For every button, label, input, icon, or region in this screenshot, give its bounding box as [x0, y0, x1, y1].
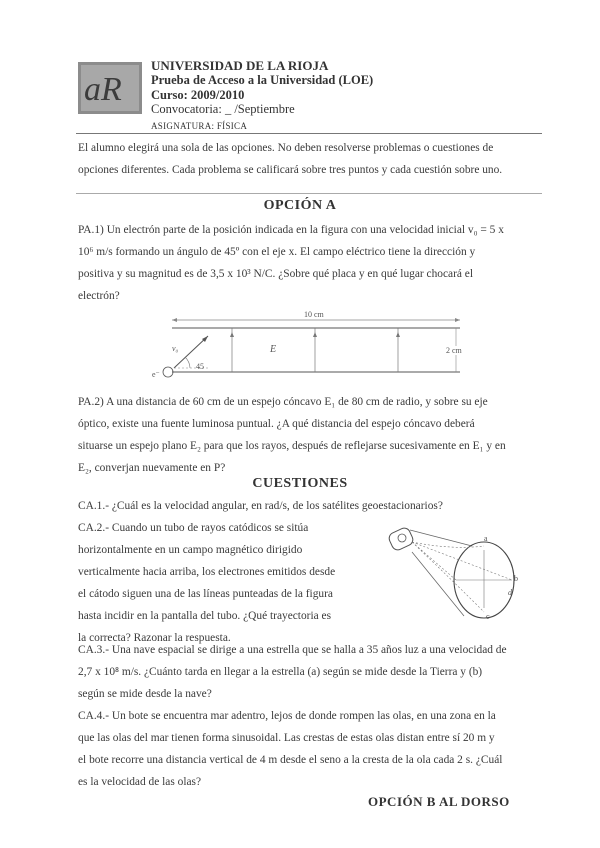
velocity-label: v₀	[172, 344, 179, 353]
plate-gap-label: 2 cm	[446, 346, 462, 355]
trajectory-label-c: c	[486, 612, 490, 621]
instructions-divider	[76, 193, 542, 194]
cathode-ray-tube-figure	[372, 520, 532, 628]
ca3-line-3: según se mide desde la nave?	[78, 688, 212, 700]
header-divider	[76, 133, 542, 134]
trajectory-label-d: d	[508, 588, 512, 597]
ca4-line-3: el bote recorre una distancia vertical de 4 m desde el seno a la cresta de la ola cada 2 s. ¿Cuál	[78, 754, 503, 766]
pa1-line-1: PA.1) Un electrón parte de la posición indicada en la figura con una velocidad inicial v₀ = 5 x	[78, 224, 504, 236]
pa2-line-3: situarse un espejo plano E₂ para que los rayos, después de reflejarse sucesivamente en E₁ y en	[78, 440, 506, 452]
exam-call: Convocatoria: _ /Septiembre	[151, 102, 295, 116]
instructions-line-1: El alumno elegirá una sola de las opciones. No deben resolverse problemas o cuestiones de	[78, 142, 494, 154]
ca4-line-1: CA.4.- Un bote se encuentra mar adentro, lejos de donde rompen las olas, en una zona en la	[78, 710, 496, 722]
trajectory-label-a: a	[484, 534, 488, 543]
pa2-line-4: E₂, converjan nuevamente en P?	[78, 462, 226, 474]
ca2-line-3: verticalmente hacia arriba, los electrones emitidos desde	[78, 566, 336, 578]
pa2-line-2: óptico, existe una fuente luminosa puntual. ¿A qué distancia del espejo cóncavo deberá	[78, 418, 475, 430]
course-year: Curso: 2009/2010	[151, 88, 245, 102]
pa2-line-1: PA.2) A una distancia de 60 cm de un espejo cóncavo E₁ de 80 cm de radio, y sobre su eje	[78, 396, 488, 408]
electron-label: e⁻	[152, 370, 160, 379]
plate-width-label: 10 cm	[304, 310, 324, 319]
exam-title: Prueba de Acceso a la Universidad (LOE)	[151, 73, 374, 87]
ca2-line-6: la correcta? Razonar la respuesta.	[78, 632, 231, 644]
instructions-line-2: opciones diferentes. Cada problema se calificará sobre tres puntos y cada cuestión sobre uno.	[78, 164, 503, 176]
electron-plates-figure	[150, 308, 480, 386]
trajectory-label-b: b	[514, 574, 518, 583]
ca2-line-1: CA.2.- Cuando un tubo de rayos catódicos se sitúa	[78, 522, 309, 534]
pa1-line-4: electrón?	[78, 290, 120, 302]
ca1-text: CA.1.- ¿Cuál es la velocidad angular, en rad/s, de los satélites geoestacionarios?	[78, 500, 443, 512]
ca2-line-2: horizontalmente en un campo magnético dirigido	[78, 544, 303, 556]
subject-label: ASIGNATURA: FÍSICA	[151, 121, 248, 131]
field-label: E	[270, 344, 277, 355]
pa1-line-2: 10⁶ m/s formando un ángulo de 45º con el eje x. El campo eléctrico tiene la dirección y	[78, 246, 476, 258]
ca2-line-5: hasta incidir en la pantalla del tubo. ¿Qué trayectoria es	[78, 610, 332, 622]
questions-title: CUESTIONES	[252, 476, 348, 491]
ca3-line-1: CA.3.- Una nave espacial se dirige a una estrella que se halla a 35 años luz a una velocidad de	[78, 644, 507, 656]
ca2-line-4: el cátodo siguen una de las líneas punteadas de la figura	[78, 588, 333, 600]
ca3-line-2: 2,7 x 10⁸ m/s. ¿Cuánto tarda en llegar a la estrella (a) según se mide desde la Tierra y (b)	[78, 666, 483, 678]
svg-text:aR: aR	[84, 71, 122, 108]
university-name: UNIVERSIDAD DE LA RIOJA	[151, 58, 329, 73]
option-a-title: OPCIÓN A	[263, 198, 337, 213]
pa1-line-3: positiva y su magnitud es de 3,5 x 10³ N/C. ¿Sobre qué placa y en qué lugar chocará el	[78, 268, 474, 280]
ca4-line-4: es la velocidad de las olas?	[78, 776, 202, 788]
university-logo	[78, 62, 142, 114]
angle-label: 45	[196, 362, 204, 371]
option-b-note: OPCIÓN B AL DORSO	[368, 794, 510, 809]
ca4-line-2: que las olas del mar tienen forma sinusoidal. Las crestas de estas olas distan entre sí 20 m y	[78, 732, 495, 744]
